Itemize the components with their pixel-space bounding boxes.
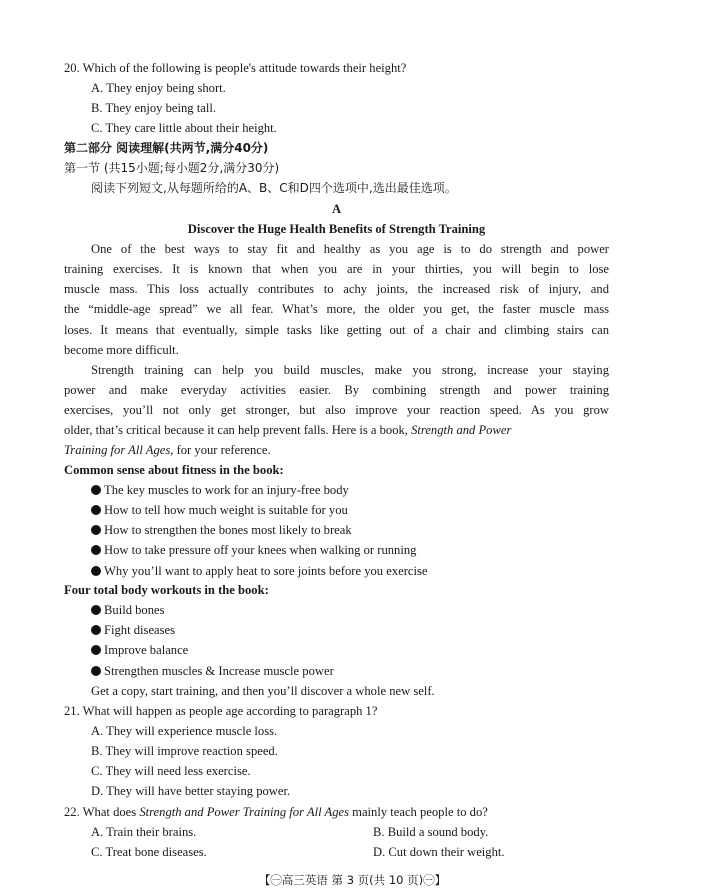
p1-line: training exercises. It is known that when you are in your thirties, you will begin to lose bbox=[64, 262, 609, 276]
list-item: Strengthen muscles & Increase muscle power bbox=[91, 661, 609, 681]
list-item: Build bones bbox=[91, 600, 609, 620]
passage-letter: A bbox=[331, 202, 342, 216]
common-sense-heading: Common sense about fitness in the book: bbox=[64, 463, 284, 477]
list-item: Why you’ll want to apply heat to sore joints before you exercise bbox=[91, 561, 609, 581]
q21-stem: 21. What will happen as people age according to paragraph 1? bbox=[64, 704, 378, 718]
q20-option-a: A. They enjoy being short. bbox=[91, 81, 226, 95]
p2-text: older, that’s critical because it can help prevent falls. Here is a book, bbox=[64, 423, 412, 437]
bullet-icon bbox=[91, 605, 101, 615]
q21-option-b: B. They will improve reaction speed. bbox=[91, 744, 278, 758]
q22-stem: 22. What does Strength and Power Training for All Ages mainly teach people to do? bbox=[64, 805, 488, 819]
p1-line: One of the best ways to stay fit and healthy as you age is to do strength and power bbox=[91, 242, 609, 256]
q22-option-b: B. Build a sound body. bbox=[373, 825, 489, 839]
book-title: Training for All Ages bbox=[64, 443, 171, 457]
list-item: How to tell how much weight is suitable for you bbox=[91, 500, 609, 520]
q22-option-d: D. Cut down their weight. bbox=[373, 845, 505, 859]
bullet-icon bbox=[91, 625, 101, 635]
book-title: Strength and Power bbox=[411, 423, 512, 437]
p2-line bbox=[64, 440, 609, 460]
instruction: 阅读下列短文,从每题所给的A、B、C和D四个选项中,选出最佳选项。 bbox=[91, 181, 457, 195]
p2-text: , for your reference. bbox=[170, 443, 271, 457]
list-item: Improve balance bbox=[91, 640, 609, 660]
bullet-icon bbox=[91, 666, 101, 676]
part2-heading: 第二部分 阅读理解(共两节,满分40分) bbox=[64, 141, 269, 155]
q22-option-c: C. Treat bone diseases. bbox=[91, 845, 207, 859]
p1-line: loses. It means that eventually, simple tasks like getting out of a chair and climbing stairs can bbox=[64, 323, 609, 337]
p1-line: become more difficult. bbox=[64, 343, 179, 357]
list-item: How to strengthen the bones most likely to break bbox=[91, 520, 609, 540]
p2-line: exercises, you’ll not only get stronger, but also improve your reaction speed. As you grow bbox=[64, 403, 609, 417]
book-title: Strength and Power Training for All Ages bbox=[139, 805, 350, 819]
closing-line: Get a copy, start training, and then you’ll discover a whole new self. bbox=[91, 684, 435, 698]
q20-option-c: C. They care little about their height. bbox=[91, 121, 277, 135]
q22-option-a: A. Train their brains. bbox=[91, 825, 197, 839]
workouts-heading: Four total body workouts in the book: bbox=[64, 583, 269, 597]
list-item: The key muscles to work for an injury-free body bbox=[91, 480, 609, 500]
bullet-icon bbox=[91, 505, 101, 515]
bullet-icon bbox=[91, 645, 101, 655]
bullet-icon bbox=[91, 525, 101, 535]
passage-title: Discover the Huge Health Benefits of Strength Training bbox=[187, 222, 486, 236]
p2-line bbox=[64, 420, 609, 440]
q21-option-a: A. They will experience muscle loss. bbox=[91, 724, 278, 738]
p2-line: power and make everyday activities easier. By combining strength and power training bbox=[64, 383, 609, 397]
q21-option-d: D. They will have better staying power. bbox=[91, 784, 291, 798]
page-footer: 【㊀高三英语 第 3 页(共 10 页)㊀】 bbox=[258, 873, 447, 887]
p2-line: Strength training can help you build muscles, make you strong, increase your staying bbox=[91, 363, 609, 377]
q20-option-b: B. They enjoy being tall. bbox=[91, 101, 216, 115]
p1-line: muscle mass. This loss actually contributes to achy joints, the increased risk of injury, and bbox=[64, 282, 609, 296]
bullet-icon bbox=[91, 485, 101, 495]
bullet-icon bbox=[91, 566, 101, 576]
section1-heading: 第一节 (共15小题;每小题2分,满分30分) bbox=[64, 161, 280, 175]
q20-stem: 20. Which of the following is people's attitude towards their height? bbox=[64, 61, 407, 75]
p1-line: the “middle-age spread” we all fear. What’s more, the older you get, the faster muscle mass bbox=[64, 302, 609, 316]
list-item: How to take pressure off your knees when walking or running bbox=[91, 540, 609, 560]
list-item: Fight diseases bbox=[91, 620, 609, 640]
q21-option-c: C. They will need less exercise. bbox=[91, 764, 251, 778]
bullet-icon bbox=[91, 545, 101, 555]
